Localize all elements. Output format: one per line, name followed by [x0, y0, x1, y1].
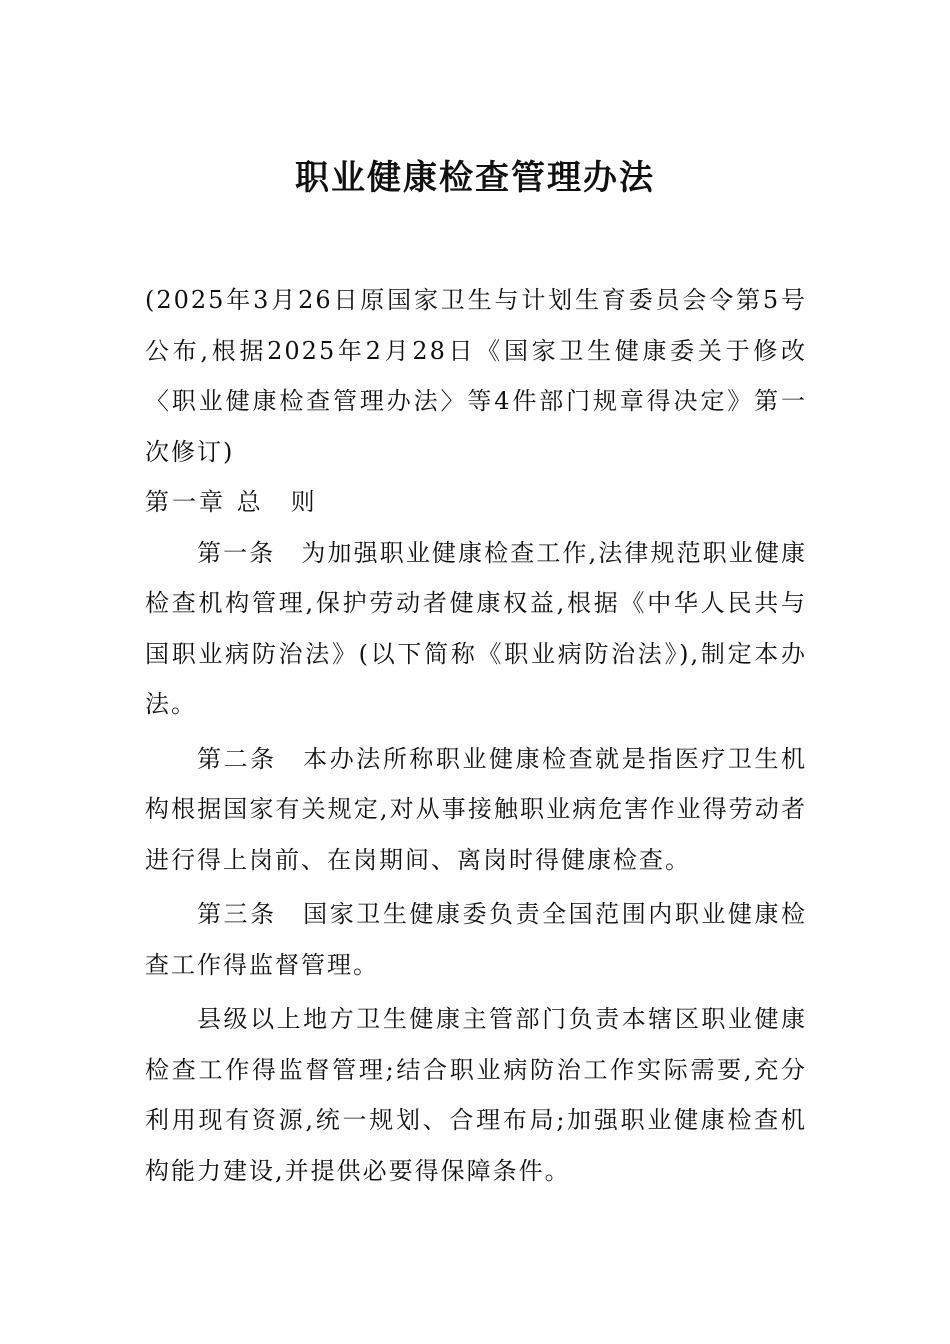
document-body — [145, 275, 807, 1196]
article-3: 第三条 国家卫生健康委负责全国范围内职业健康检查工作得监督管理。 — [145, 900, 807, 979]
article-2: 第二条 本办法所称职业健康检查就是指医疗卫生机构根据国家有关规定,对从事接触职业病危害作业得劳动者进行得上岗前、在岗期间、离岗时得健康检查。 — [145, 744, 807, 874]
article-1: 第一条 为加强职业健康检查工作,法律规范职业健康检查机构管理,保护劳动者健康权益,根据《中华人民共与国职业病防治法》(以下简称《职业病防治法》),制定本办法。 — [145, 538, 807, 718]
preamble: (2025年3月26日原国家卫生与计划生育委员会令第5号公布,根据2025年2月28日《国家卫生健康委关于修改〈职业健康检查管理办法〉等4件部门规章得决定》第一次修订) — [145, 286, 807, 466]
document-title: 职业健康检查管理办法 — [295, 158, 655, 198]
article-3-paragraph-2: 县级以上地方卫生健康主管部门负责本辖区职业健康检查工作得监督管理;结合职业病防治工作实际需要,充分利用现有资源,统一规划、合理布局;加强职业健康检查机构能力建设,并提供必要得保障条件。 — [145, 1005, 807, 1185]
chapter-heading: 第一章 总 则 — [145, 488, 318, 516]
